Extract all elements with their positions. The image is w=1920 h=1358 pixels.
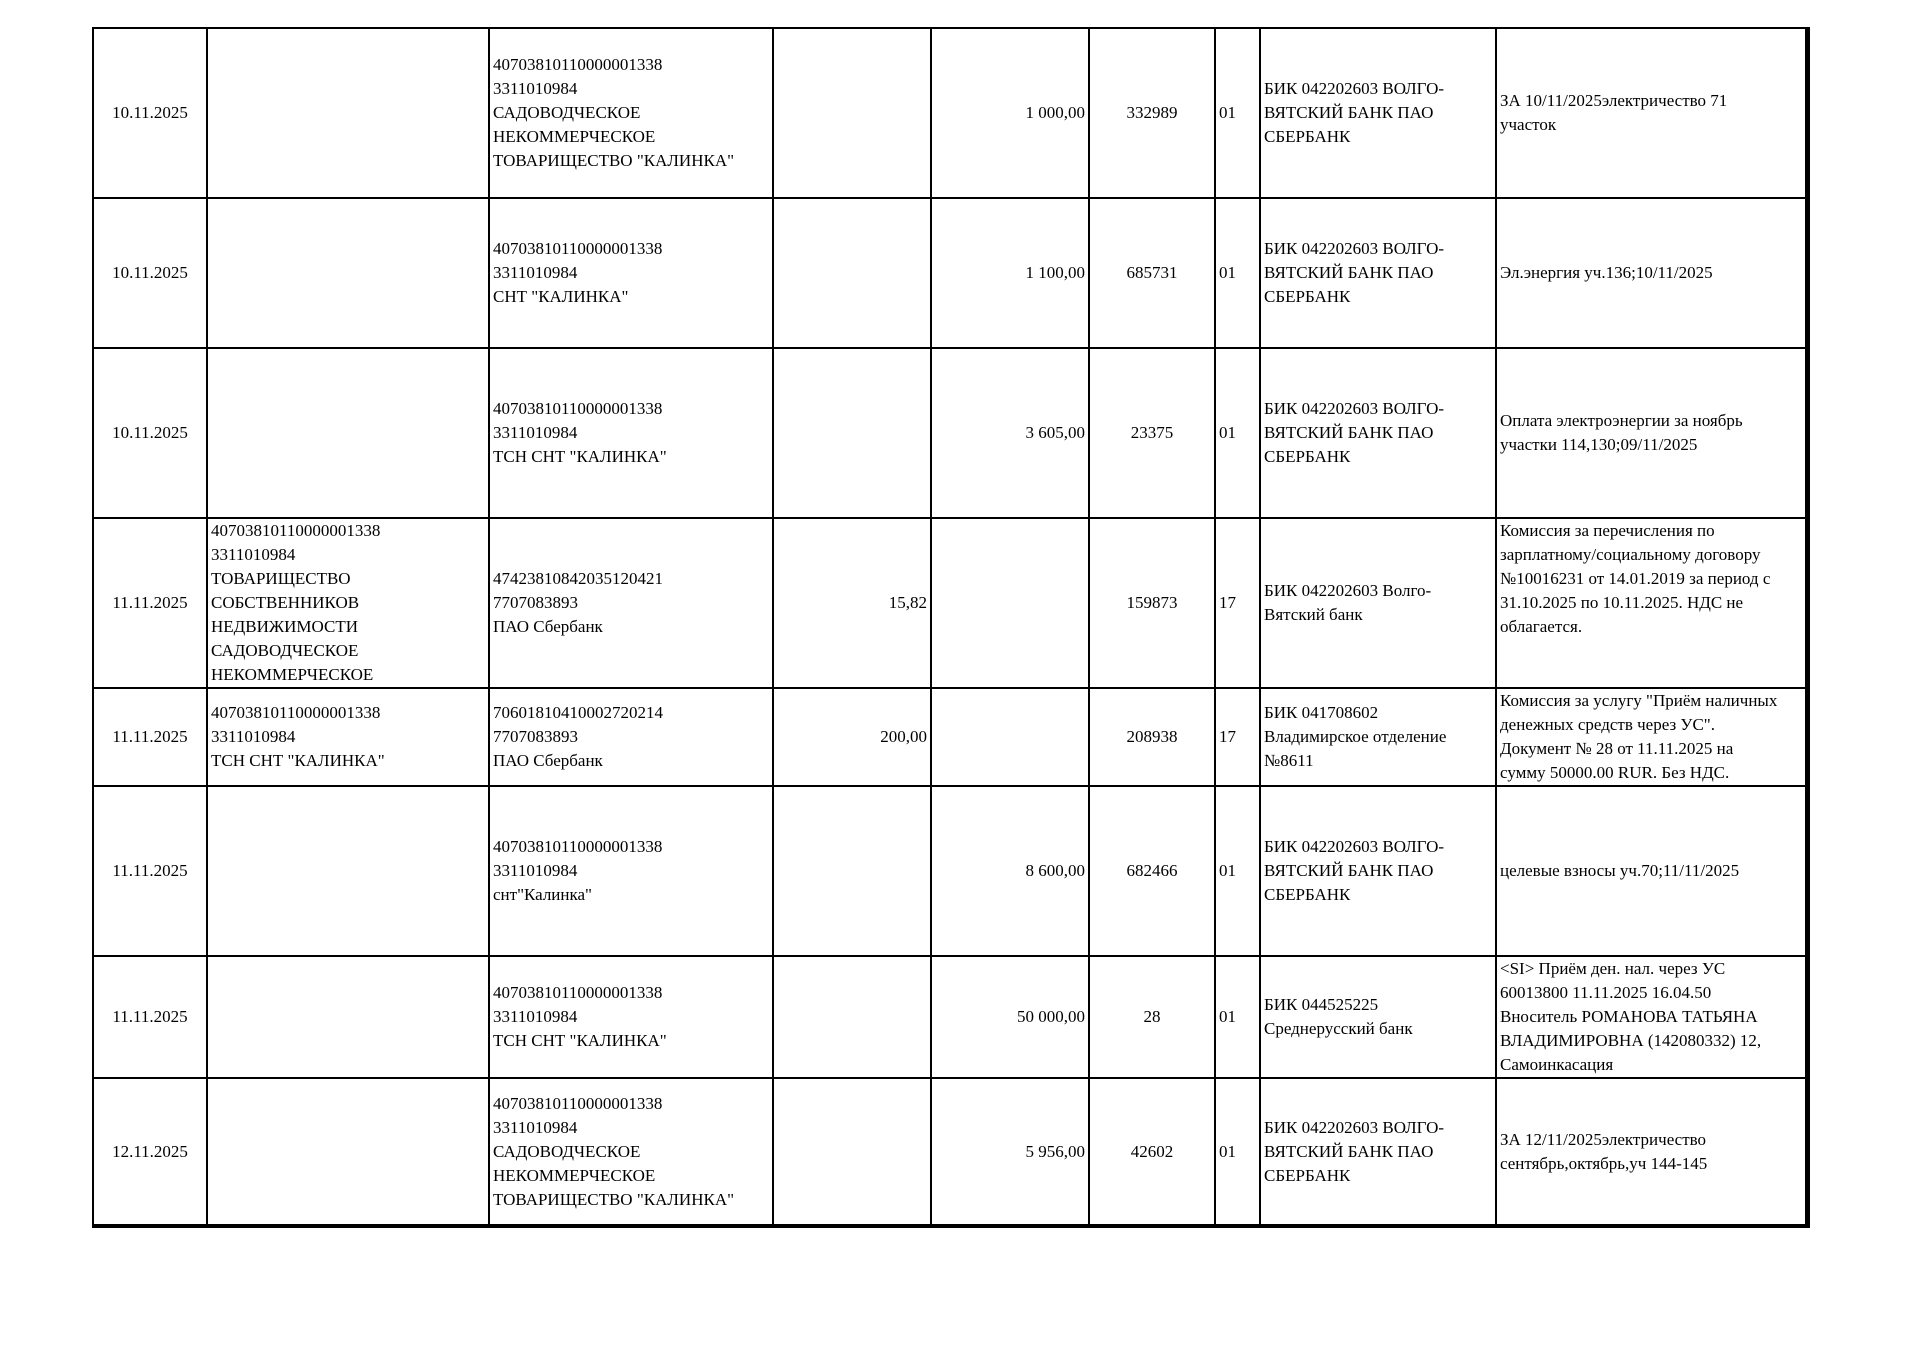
- bank-line: Среднерусский банк: [1264, 1019, 1413, 1038]
- purpose-line: зарплатному/социальному договору: [1500, 545, 1761, 564]
- debit-amount: [773, 1078, 931, 1226]
- debit-amount: 15,82: [773, 518, 931, 688]
- table-row: [93, 198, 1807, 348]
- purpose-line: <SI> Приём ден. нал. через УС: [1500, 959, 1726, 978]
- payment-purpose: [1496, 198, 1807, 348]
- payee-line: 3311010984: [493, 1007, 578, 1026]
- purpose-line: облагается.: [1500, 617, 1583, 636]
- payment-purpose: [1496, 956, 1807, 1078]
- payee-line: 40703810110000001338: [493, 1093, 663, 1113]
- payee-details: [489, 198, 773, 348]
- table-row: [93, 28, 1807, 198]
- credit-amount: 1 100,00: [931, 198, 1089, 348]
- payee-line: 40703810110000001338: [493, 983, 663, 1002]
- purpose-line: Комиссия за перечисления по: [1500, 521, 1715, 540]
- bank-line: СБЕРБАНК: [1264, 1165, 1351, 1185]
- debit-amount: [773, 28, 931, 198]
- operation-type-code: 01: [1215, 198, 1260, 348]
- document-number: 208938: [1089, 688, 1215, 786]
- debit-amount: [773, 956, 931, 1078]
- payer-details: [207, 28, 489, 198]
- purpose-line: Эл.энергия уч.136;10/11/2025: [1500, 263, 1713, 282]
- debit-amount: [773, 348, 931, 518]
- bank-line: СБЕРБАНК: [1264, 447, 1351, 466]
- bank-line: ВЯТСКИЙ БАНК ПАО: [1264, 1141, 1434, 1161]
- purpose-line: участки 114,130;09/11/2025: [1500, 435, 1698, 454]
- bank-statement-table: [92, 27, 1810, 1228]
- payee-details: [489, 786, 773, 956]
- payer-details: [207, 518, 489, 688]
- purpose-line: ВЛАДИМИРОВНА (142080332) 12,: [1500, 1031, 1762, 1050]
- table-row: [93, 786, 1807, 956]
- purpose-line: ЗА 12/11/2025электричество: [1500, 1129, 1707, 1149]
- document-number: 23375: [1089, 348, 1215, 518]
- payer-line: 3311010984: [211, 727, 296, 746]
- credit-amount: 1 000,00: [931, 28, 1089, 198]
- operation-type-code: 01: [1215, 348, 1260, 518]
- payee-line: 3311010984: [493, 423, 578, 442]
- counterparty-bank: [1260, 518, 1496, 688]
- document-number: 685731: [1089, 198, 1215, 348]
- bank-line: Вятский банк: [1264, 605, 1363, 624]
- payer-details: [207, 348, 489, 518]
- bank-line: БИК 042202603 ВОЛГО-: [1264, 79, 1445, 98]
- table-row: [93, 688, 1807, 786]
- bank-line: БИК 042202603 ВОЛГО-: [1264, 239, 1445, 258]
- document-number: 42602: [1089, 1078, 1215, 1226]
- purpose-line: Оплата электроэнергии за ноябрь: [1500, 411, 1743, 430]
- payee-line: САДОВОДЧЕСКОЕ: [493, 103, 641, 122]
- bank-line: СБЕРБАНК: [1264, 287, 1351, 306]
- payee-line: 47423810842035120421: [493, 569, 663, 588]
- document-number: 332989: [1089, 28, 1215, 198]
- bank-line: Владимирское отделение: [1264, 727, 1447, 746]
- bank-line: ВЯТСКИЙ БАНК ПАО: [1264, 423, 1434, 442]
- operation-type-code: 01: [1215, 786, 1260, 956]
- payee-details: [489, 28, 773, 198]
- credit-amount: 5 956,00: [931, 1078, 1089, 1226]
- payee-line: САДОВОДЧЕСКОЕ: [493, 1141, 641, 1161]
- operation-type-code: 01: [1215, 956, 1260, 1078]
- table-row: [93, 348, 1807, 518]
- bank-line: БИК 042202603 ВОЛГО-: [1264, 1117, 1445, 1137]
- bank-line: СБЕРБАНК: [1264, 127, 1351, 146]
- payer-details: [207, 198, 489, 348]
- bank-line: БИК 042202603 ВОЛГО-: [1264, 837, 1445, 856]
- payee-line: 40703810110000001338: [493, 239, 663, 258]
- bank-line: БИК 041708602: [1264, 703, 1379, 722]
- table-row: [93, 1078, 1807, 1226]
- debit-amount: [773, 786, 931, 956]
- payment-purpose: [1496, 348, 1807, 518]
- purpose-line: 31.10.2025 по 10.11.2025. НДС не: [1500, 593, 1744, 612]
- purpose-line: 60013800 11.11.2025 16.04.50: [1500, 983, 1712, 1002]
- operation-date: 12.11.2025: [93, 1078, 207, 1226]
- payment-purpose: [1496, 688, 1807, 786]
- operation-date: 11.11.2025: [93, 518, 207, 688]
- payer-line: ТОВАРИЩЕСТВО: [211, 569, 351, 588]
- operation-date: 11.11.2025: [93, 956, 207, 1078]
- payee-line: 70601810410002720214: [493, 703, 663, 722]
- payment-purpose: [1496, 28, 1807, 198]
- operation-date: 10.11.2025: [93, 348, 207, 518]
- payee-line: ТСН СНТ "КАЛИНКА": [493, 1031, 667, 1050]
- debit-amount: 200,00: [773, 688, 931, 786]
- bank-line: ВЯТСКИЙ БАНК ПАО: [1264, 103, 1434, 122]
- table-row: [93, 956, 1807, 1078]
- payee-line: ПАО Сбербанк: [493, 617, 603, 636]
- payee-line: СНТ "КАЛИНКА": [493, 287, 629, 306]
- document-number: 28: [1089, 956, 1215, 1078]
- payee-line: 3311010984: [493, 1117, 578, 1137]
- purpose-line: целевые взносы уч.70;11/11/2025: [1500, 861, 1740, 880]
- payer-line: 40703810110000001338: [211, 703, 381, 722]
- counterparty-bank: [1260, 688, 1496, 786]
- statement-rows: [93, 28, 1807, 1226]
- bank-line: ВЯТСКИЙ БАНК ПАО: [1264, 861, 1434, 880]
- counterparty-bank: [1260, 1078, 1496, 1226]
- purpose-line: участок: [1500, 115, 1557, 134]
- payer-details: [207, 1078, 489, 1226]
- document-number: 682466: [1089, 786, 1215, 956]
- payee-line: ТОВАРИЩЕСТВО "КАЛИНКА": [493, 1189, 735, 1209]
- counterparty-bank: [1260, 956, 1496, 1078]
- debit-amount: [773, 198, 931, 348]
- payer-details: [207, 688, 489, 786]
- bank-line: БИК 042202603 Волго-: [1264, 581, 1432, 600]
- bank-line: СБЕРБАНК: [1264, 885, 1351, 904]
- credit-amount: 50 000,00: [931, 956, 1089, 1078]
- payee-line: ТОВАРИЩЕСТВО "КАЛИНКА": [493, 151, 735, 170]
- payee-details: [489, 1078, 773, 1226]
- payee-line: 3311010984: [493, 861, 578, 880]
- payer-line: НЕКОММЕРЧЕСКОЕ: [211, 665, 374, 684]
- credit-amount: [931, 518, 1089, 688]
- operation-date: 10.11.2025: [93, 28, 207, 198]
- payee-line: 40703810110000001338: [493, 399, 663, 418]
- counterparty-bank: [1260, 348, 1496, 518]
- payer-line: НЕДВИЖИМОСТИ: [211, 617, 358, 636]
- bank-line: №8611: [1264, 751, 1314, 770]
- payee-details: [489, 348, 773, 518]
- payee-line: 40703810110000001338: [493, 837, 663, 856]
- credit-amount: [931, 688, 1089, 786]
- bank-line: БИК 044525225: [1264, 995, 1379, 1014]
- payee-details: [489, 688, 773, 786]
- document-number: 159873: [1089, 518, 1215, 688]
- purpose-line: Документ № 28 от 11.11.2025 на: [1500, 739, 1734, 758]
- purpose-line: Комиссия за услугу "Приём наличных: [1500, 691, 1778, 710]
- payer-details: [207, 786, 489, 956]
- payee-details: [489, 518, 773, 688]
- payee-line: 7707083893: [493, 593, 578, 612]
- operation-type-code: 17: [1215, 518, 1260, 688]
- bank-line: БИК 042202603 ВОЛГО-: [1264, 399, 1445, 418]
- operation-date: 11.11.2025: [93, 688, 207, 786]
- payee-line: ТСН СНТ "КАЛИНКА": [493, 447, 667, 466]
- credit-amount: 3 605,00: [931, 348, 1089, 518]
- payment-purpose: [1496, 786, 1807, 956]
- operation-date: 10.11.2025: [93, 198, 207, 348]
- operation-type-code: 01: [1215, 28, 1260, 198]
- table-row: [93, 518, 1807, 688]
- payer-line: СОБСТВЕННИКОВ: [211, 593, 360, 612]
- payee-line: 7707083893: [493, 727, 578, 746]
- payee-details: [489, 956, 773, 1078]
- credit-amount: 8 600,00: [931, 786, 1089, 956]
- payee-line: НЕКОММЕРЧЕСКОЕ: [493, 127, 656, 146]
- payee-line: 3311010984: [493, 263, 578, 282]
- purpose-line: сентябрь,октябрь,уч 144-145: [1500, 1153, 1708, 1173]
- operation-type-code: 01: [1215, 1078, 1260, 1226]
- operation-date: 11.11.2025: [93, 786, 207, 956]
- payer-line: САДОВОДЧЕСКОЕ: [211, 641, 359, 660]
- payee-line: НЕКОММЕРЧЕСКОЕ: [493, 1165, 656, 1185]
- payer-line: 40703810110000001338: [211, 521, 381, 540]
- payment-purpose: [1496, 518, 1807, 688]
- purpose-line: Самоинкасация: [1500, 1055, 1614, 1074]
- payee-line: 3311010984: [493, 79, 578, 98]
- purpose-line: ЗА 10/11/2025электричество 71: [1500, 91, 1728, 110]
- counterparty-bank: [1260, 198, 1496, 348]
- counterparty-bank: [1260, 28, 1496, 198]
- bank-line: ВЯТСКИЙ БАНК ПАО: [1264, 263, 1434, 282]
- operation-type-code: 17: [1215, 688, 1260, 786]
- payer-details: [207, 956, 489, 1078]
- payee-line: снт"Калинка": [493, 885, 592, 904]
- payer-line: ТСН СНТ "КАЛИНКА": [211, 751, 385, 770]
- purpose-line: сумму 50000.00 RUR. Без НДС.: [1500, 763, 1730, 782]
- purpose-line: денежных средств через УС".: [1500, 715, 1715, 734]
- counterparty-bank: [1260, 786, 1496, 956]
- payee-line: 40703810110000001338: [493, 55, 663, 74]
- purpose-line: №10016231 от 14.01.2019 за период с: [1500, 569, 1771, 588]
- payment-purpose: [1496, 1078, 1807, 1226]
- payer-line: 3311010984: [211, 545, 296, 564]
- purpose-line: Вноситель РОМАНОВА ТАТЬЯНА: [1500, 1007, 1758, 1026]
- payee-line: ПАО Сбербанк: [493, 751, 603, 770]
